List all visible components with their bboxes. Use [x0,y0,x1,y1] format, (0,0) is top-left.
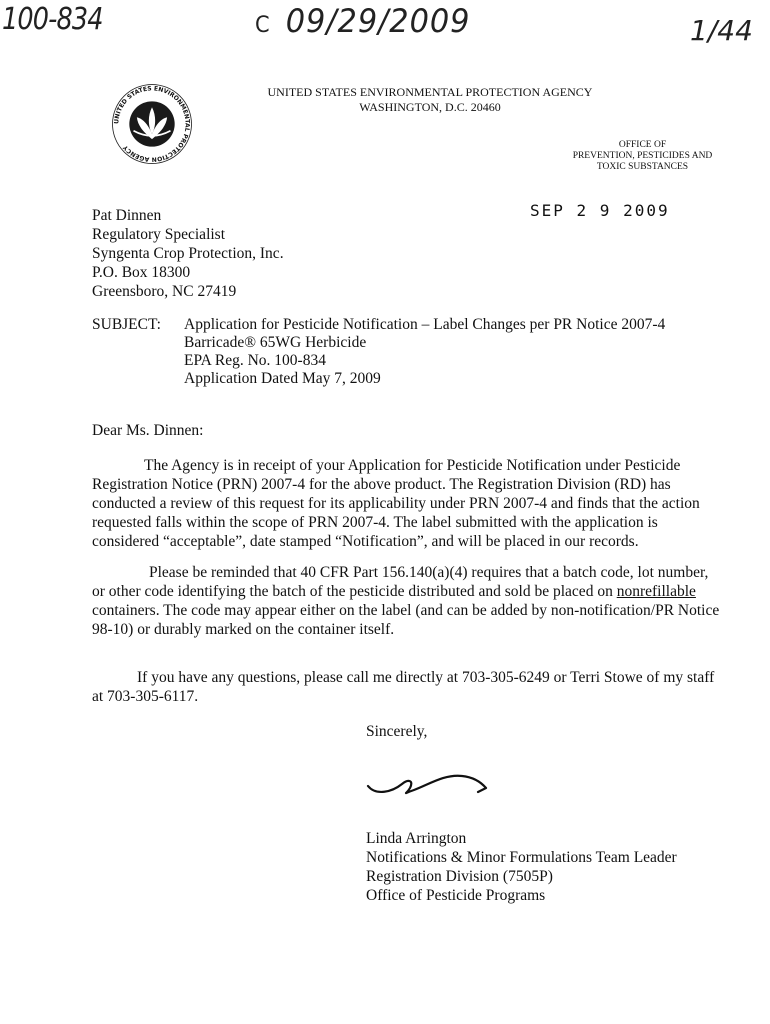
paragraph-2-text-b: containers. The code may appear either on the label (and can be added by non-notification/PR Notice 98-10) or durably marked on the container itself. [92,602,720,638]
recipient-title: Regulatory Specialist [92,226,226,243]
handwritten-signature [366,768,496,802]
signer-division: Registration Division (7505P) [366,868,553,885]
body-paragraph-2 [92,563,724,639]
recipient-city: Greensboro, NC 27419 [92,283,237,300]
salutation: Dear Ms. Dinnen: [92,422,204,439]
nonrefillable-underlined: nonrefillable [616,583,696,600]
handwritten-page-count: 1/44 [690,14,753,47]
handwritten-date-text: 09/29/2009 [285,2,471,40]
signer-title: Notifications & Minor Formulations Team Leader [366,849,677,866]
body-paragraph-3: If you have any questions, please call me directly at 703-305-6249 or Terri Stowe of my staff at 703-305-6117. [92,669,715,705]
handwritten-date [255,2,470,40]
subject-line-3: EPA Reg. No. 100-834 [184,352,326,369]
subject-label: SUBJECT: [92,316,161,333]
subject-line-2: Barricade® 65WG Herbicide [184,334,367,351]
paragraph-2-text-a: Please be reminded that 40 CFR Part 156.140(a)(4) requires that a batch code, lot number, or other code identifying the batch of the pesticide distributed and sold be placed on [92,564,709,600]
seal-text: UNITED STATES ENVIRONMENTAL PROTECTION AGENCY [113,85,191,163]
handwritten-circle-mark: C [255,13,271,38]
subject-line-4: Application Dated May 7, 2009 [184,370,381,387]
epa-seal-logo [110,82,194,166]
signer-name: Linda Arrington [366,830,467,847]
recipient-company: Syngenta Crop Protection, Inc. [92,245,284,262]
closing: Sincerely, [366,723,428,740]
handwritten-registration-number: 100-834 [2,2,103,37]
agency-name: UNITED STATES ENVIRONMENTAL PROTECTION AGENCY [267,85,593,99]
received-date-stamp: SEP 2 9 2009 [530,201,670,220]
office-line-2: PREVENTION, PESTICIDES AND [572,151,713,161]
office-line-1: OFFICE OF [618,140,667,150]
recipient-name: Pat Dinnen [92,207,162,224]
body-paragraph-1: The Agency is in receipt of your Application for Pesticide Notification under Pesticide Registration Notice (PRN) 2007-4 for the above product. The Registration Division (RD) has conducted a review of this request for its applicability under PRN 2007-4 and finds that the action requested falls within the scope of PRN 2007-4. The label submitted with the application is considered “acceptable”, date stamped “Notification”, and will be placed in our records. [92,457,700,550]
agency-city: WASHINGTON, D.C. 20460 [359,100,501,114]
office-line-3: TOXIC SUBSTANCES [596,162,689,172]
recipient-po-box: P.O. Box 18300 [92,264,191,281]
signer-office: Office of Pesticide Programs [366,887,546,904]
subject-line-1: Application for Pesticide Notification – Label Changes per PR Notice 2007-4 [184,316,666,333]
